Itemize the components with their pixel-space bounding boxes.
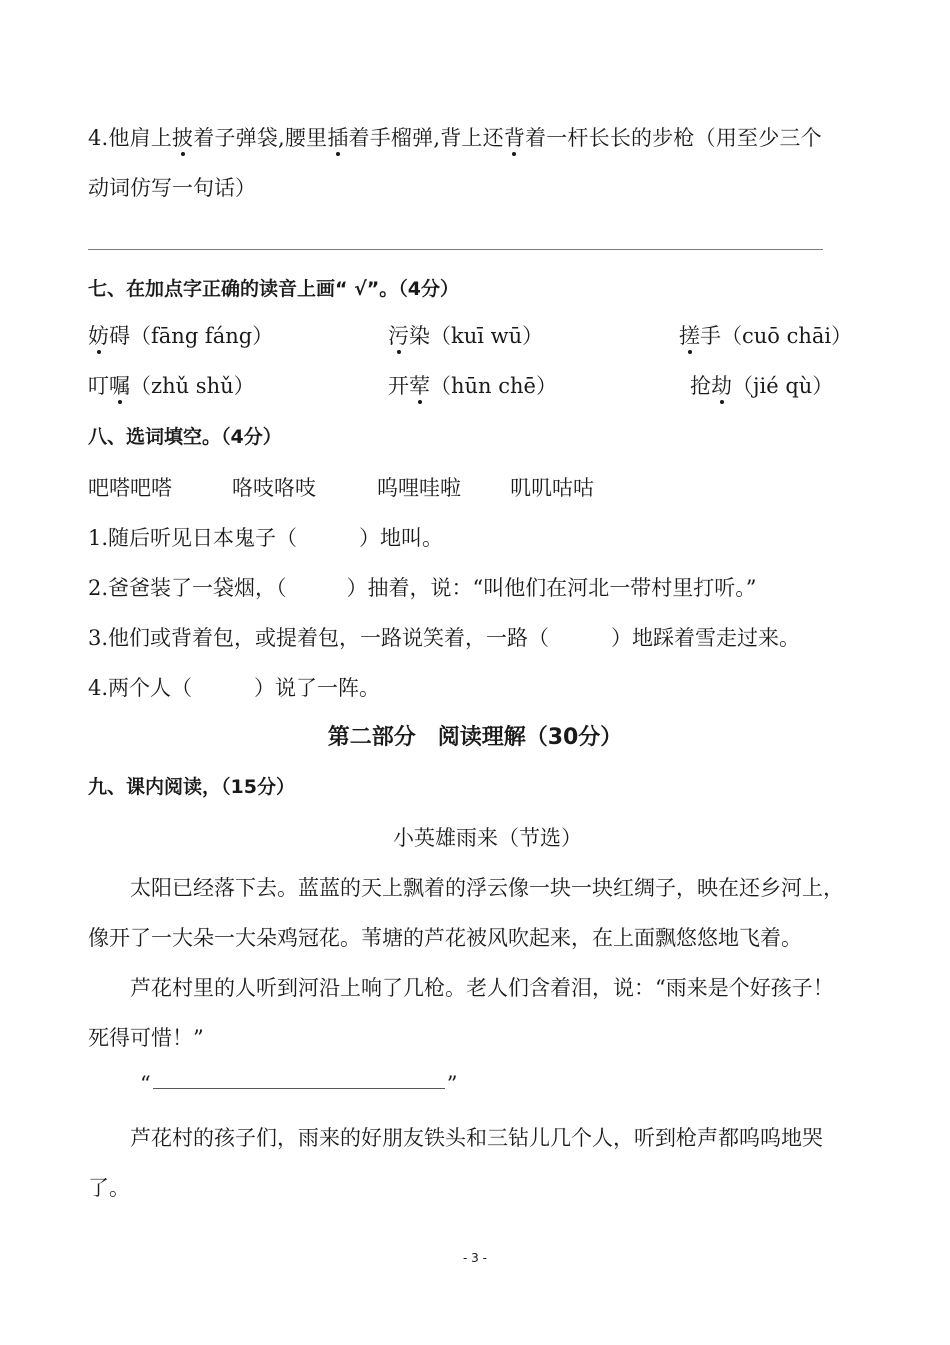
text-segment: 叮 [88, 374, 109, 398]
open-quote: “ [140, 1072, 151, 1096]
text-segment: ）地踩着雪走过来。 [611, 626, 801, 650]
q8-sentence-1 [88, 528, 443, 549]
q7-item [88, 376, 255, 397]
passage-p2-line1: 芦花村里的人听到河沿上响了几枪。老人们含着泪，说：“雨来是个好孩子！ [130, 976, 834, 1000]
text-segment: 2.爸爸装了一袋烟，（ [88, 576, 287, 600]
text-segment: 1.随后听见日本鬼子（ [88, 526, 298, 550]
q8-sentence-4 [88, 678, 380, 699]
q7-title: 七、在加点字正确的读音上画“ √”。（4分） [88, 278, 459, 300]
word-option: 呜哩哇啦 [377, 476, 461, 500]
dotted-char: 披 [172, 126, 194, 150]
q7-item [679, 326, 852, 347]
q6-item4-line2: 动词仿写一句话） [88, 176, 256, 200]
text-segment: 染（kuī wū） [409, 324, 544, 348]
fill-line [153, 1088, 445, 1089]
text-segment: 着一杆长长的步枪（用至少三个 [525, 126, 822, 150]
q7-item [88, 326, 273, 347]
dotted-char: 插 [327, 126, 349, 150]
q8-sentence-3 [88, 628, 800, 649]
dotted-char: 嘱 [109, 374, 130, 398]
dotted-char: 污 [388, 324, 409, 348]
passage-p1-line2: 像开了一大朵一大朵鸡冠花。苇塘的芦花被风吹起来，在上面飘悠悠地飞着。 [88, 926, 802, 950]
dotted-char: 背 [503, 126, 526, 150]
q8-sentence-2 [88, 578, 757, 599]
quote-blank-line [140, 1074, 458, 1095]
q7-item [388, 326, 543, 347]
text-segment: 4.两个人（ [88, 676, 193, 700]
text-segment: 开 [388, 374, 409, 398]
text-segment: 着子弹袋,腰里 [193, 126, 328, 150]
text-segment: 着手榴弹,背上还 [348, 126, 504, 150]
word-option: 咯吱咯吱 [232, 476, 316, 500]
text-segment: （jié qù） [732, 374, 834, 398]
dotted-char: 妨 [88, 324, 109, 348]
text-segment: 抢 [690, 374, 711, 398]
part2-title: 第二部分 阅读理解（30分） [327, 725, 623, 750]
q7-item [690, 376, 833, 397]
dotted-char: 劫 [711, 374, 732, 398]
passage-p3-line1: 芦花村的孩子们，雨来的好朋友铁头和三钻儿几个人，听到枪声都呜呜地哭 [130, 1126, 823, 1150]
text-segment: 3.他们或背着包，或提着包，一路说笑着，一路（ [88, 626, 550, 650]
word-option: 叽叽咕咕 [510, 476, 594, 500]
passage-p1-line1: 太阳已经落下去。蓝蓝的天上飘着的浮云像一块一块红绸子，映在还乡河上， [130, 876, 844, 900]
text-segment: （hūn chē） [430, 374, 557, 398]
answer-line [88, 249, 823, 250]
text-segment: 4.他肩上 [88, 126, 173, 150]
close-quote: ” [446, 1072, 458, 1096]
text-segment: ）说了一阵。 [254, 676, 381, 700]
q7-item [388, 376, 557, 397]
dotted-char: 荤 [409, 374, 430, 398]
text-segment: 手（cuō chāi） [700, 324, 853, 348]
q9-title: 九、课内阅读，（15分） [88, 776, 295, 798]
word-option: 吧嗒吧嗒 [88, 476, 172, 500]
page-number: - 3 - [463, 1251, 487, 1265]
dotted-char: 搓 [679, 324, 700, 348]
text-segment: 碍（fāng fáng） [109, 324, 274, 348]
passage-p2-line2: 死得可惜！” [88, 1026, 204, 1050]
text-segment: ）抽着，说：“叫他们在河北一带村里打听。” [346, 576, 757, 600]
q6-item4-line1 [88, 128, 822, 149]
passage-title: 小英雄雨来（节选） [393, 826, 582, 850]
text-segment: ）地叫。 [359, 526, 444, 550]
q8-title: 八、选词填空。（4分） [88, 426, 282, 448]
passage-p3-line2: 了。 [88, 1176, 130, 1200]
text-segment: （zhǔ shǔ） [130, 374, 255, 398]
